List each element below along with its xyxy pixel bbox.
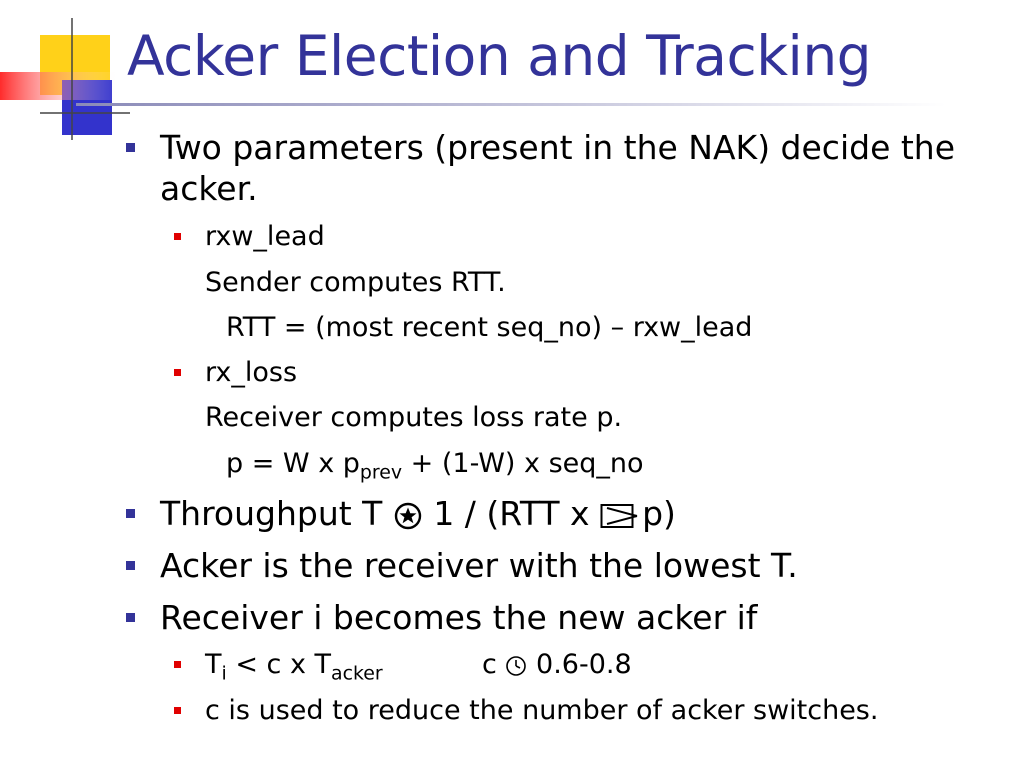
reduce-switches-text: c is used to reduce the number of acker switches.: [205, 695, 879, 726]
cond-c-range: [482, 648, 632, 682]
boxed-arrow-icon: [600, 502, 642, 530]
throughput-mid: 1 / (RTT x: [422, 494, 601, 533]
rxw-lead-text: rxw_lead: [205, 221, 325, 252]
throughput-start: Throughput T: [160, 494, 393, 533]
bullet-new-acker: [124, 597, 984, 638]
rx-loss-text: rx_loss: [205, 357, 298, 388]
p-formula-sub: prev: [359, 461, 403, 484]
sub-bullet-rx-loss: [172, 356, 297, 390]
bullet-two-parameters-text: Two parameters (present in the NAK) decide the acker.: [160, 128, 956, 208]
rtt-formula: RTT = (most recent seq_no) – rxw_lead: [226, 312, 753, 343]
title-underline: [76, 103, 946, 106]
bullet-lowest-t: [124, 545, 984, 586]
bullet-throughput: [124, 493, 984, 534]
bullet-lowest-t-text: Acker is the receiver with the lowest T.: [160, 546, 798, 585]
cond-mid: < c x T: [226, 649, 332, 680]
bullet-two-parameters: [124, 127, 984, 209]
cond-range: 0.6-0.8: [527, 649, 632, 680]
corner-decoration: [0, 0, 130, 150]
p-formula-rhs: + (1-W) x seq_no: [402, 448, 644, 479]
sub-bullet-condition: [172, 648, 632, 685]
circled-star-icon: [393, 501, 423, 531]
cond-i-sub: i: [221, 662, 227, 685]
sub-bullet-rxw-lead: [172, 220, 325, 254]
sender-computes-line: Sender computes RTT.: [205, 267, 506, 298]
cond-acker-sub: acker: [331, 662, 383, 685]
bullet-new-acker-text: Receiver i becomes the new acker if: [160, 598, 758, 637]
receiver-computes-line: Receiver computes loss rate p.: [205, 402, 623, 433]
p-formula-lhs: p = W x p: [226, 448, 360, 479]
throughput-end: p): [642, 494, 676, 533]
clock-icon: [505, 655, 527, 677]
slide-title: Acker Election and Tracking: [127, 24, 872, 88]
cond-c: c: [482, 649, 506, 680]
p-formula: [226, 447, 644, 484]
sub-bullet-reduce-switches: [172, 694, 878, 728]
cond-t: T: [205, 649, 222, 680]
